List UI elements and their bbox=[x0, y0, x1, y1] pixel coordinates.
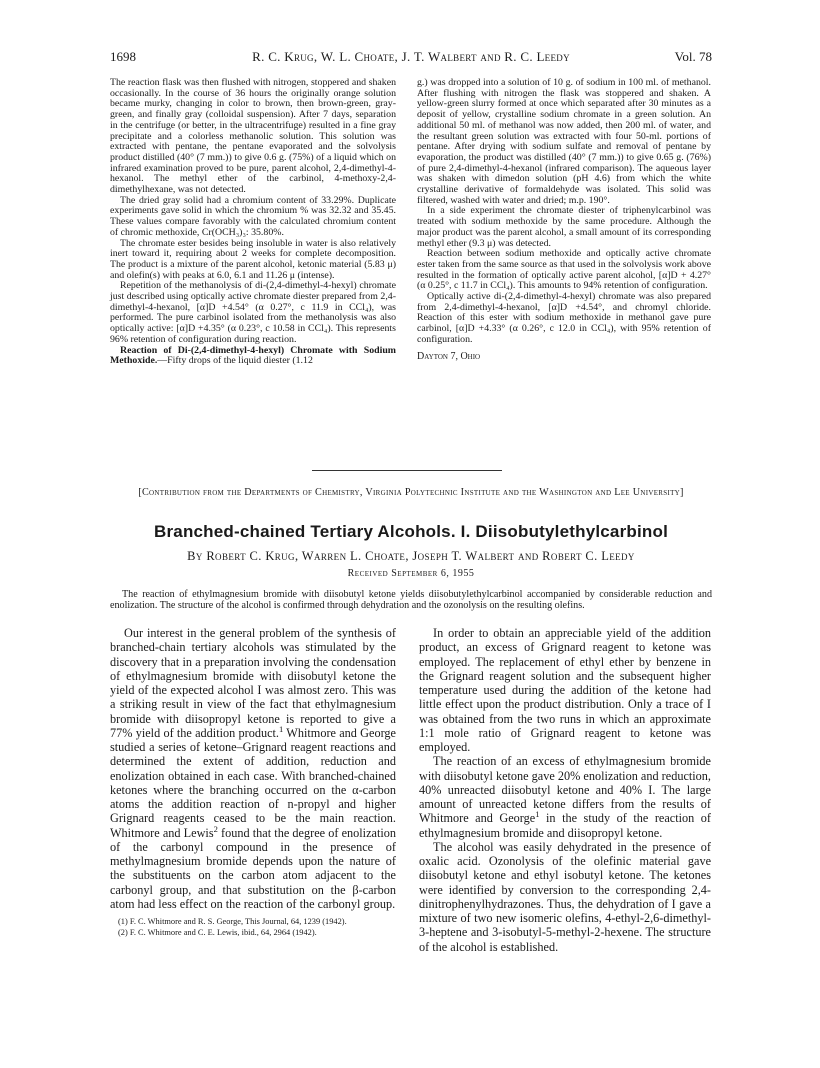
runin-text: —Fifty drops of the liquid diester (1.12 bbox=[157, 355, 313, 367]
article-title: Branched-chained Tertiary Alcohols. I. Diisobutylethylcarbinol bbox=[154, 522, 668, 541]
runin-heading: Reaction of Di-(2,4-dimethyl-4-hexyl) Chromate with Sodium Methoxide. bbox=[110, 344, 396, 367]
volume-label: Vol. 78 bbox=[674, 49, 712, 64]
prev-paragraph-runin bbox=[110, 346, 396, 367]
footnotes bbox=[110, 917, 396, 938]
prev-paragraph: In a side experiment the chromate diester of triphenylcarbinol was treated with sodium methoxide by the same procedure. Although the major product was the parent alcohol, a small amount of its corresponding methyl ether (9.3 μ) was detected. bbox=[417, 205, 711, 249]
footnote: (2) F. C. Whitmore and C. E. Lewis, ibid., 64, 2964 (1942). bbox=[118, 927, 317, 937]
received-date: Received September 6, 1955 bbox=[347, 568, 475, 579]
page-number: 1698 bbox=[110, 49, 136, 64]
abstract: The reaction of ethylmagnesium bromide with diisobutyl ketone yields diisobutylethylcarbinol accompanied by considerable reduction and enolization. The structure of the alcohol is confirmed through dehydration and the ozonolysis on the resulting olefins. bbox=[110, 589, 712, 612]
body-right-column bbox=[419, 626, 711, 954]
contribution-note: [Contribution from the Departments of Chemistry, Virginia Polytechnic Institute and the Washington and Lee University] bbox=[138, 487, 684, 498]
prev-paragraph: g.) was dropped into a solution of 10 g. of sodium in 100 ml. of methanol. After flushing with nitrogen the flask was stoppered and shaken. A yellow-green slurry formed at once which separated after 30 minutes as a deposit of yellow, crystalline sodium chromate in a green solution. An additional 50 ml. of methanol was now added, then 200 ml. of water, and the resultant green solution was extracted with four 50-ml. portions of pentane. After drying with sodium sulfate and removal of pentane by evaporation, the product was distilled (40° (7 mm.)) to give 0.65 g. (76%) of pure 2,4-dimethyl-4-hexanol (infrared comparison). The aqueous layer was shaken with dimedon solution (pH 4.6) from which the white crystalline derivative of formaldehyde was isolated. This solid was filtered, washed with water and dried; m.p. 190°. bbox=[417, 77, 711, 206]
footnote-ref[interactable]: 1 bbox=[279, 723, 284, 734]
prev-paragraph: Optically active di-(2,4-dimethyl-4-hexyl) chromate was also prepared from 2,4-dimethyl-4-hexanol, [α]D +4.54°, and chromyl chloride. Reaction of this ester with sodium methoxide in methanol gave pure carbinol, [α]D +4.33° (α 0.26°, c 12.0 in CCl₄), with 95% retention of configuration. bbox=[417, 291, 711, 345]
body-left-column bbox=[110, 626, 396, 938]
footnote-ref[interactable]: 2 bbox=[213, 823, 218, 834]
author-byline: By Robert C. Krug, Warren L. Choate, Joseph T. Walbert and Robert C. Leedy bbox=[187, 549, 635, 563]
prev-paragraph: The reaction flask was then flushed with nitrogen, stoppered and shaken occasionally. In the course of 36 hours the originally orange solution became murky, changing in color to brown, then brown-green, gray-green, and finally gray (colloidal suspension). After 7 days, separation in the centrifuge (or better, in the ultracentrifuge) resulted in a fine gray precipitate and a colorless methanolic solution. This solution was extracted with pentane, the pentane evaporated and the solvolysis product distilled (40° (7 mm.)) to give 0.6 g. (75%) of a liquid which on infrared examination proved to be pure, parent alcohol, 2,4-dimethyl-4-hexanol. The methyl ether of the carbinol, 4-methoxy-2,4-dimethylhexane, was not detected. bbox=[110, 77, 396, 196]
footnote-ref[interactable]: 1 bbox=[535, 809, 540, 820]
body-paragraph: The alcohol was easily dehydrated in the presence of oxalic acid. Ozonolysis of the olefinic material gave diisobutyl ketone and ethyl isobutyl ketone. The ketones were identified by conversion to the corresponding 2,4-dinitrophenylhydrazones. Thus, the dehydration of I gave a mixture of two new isomeric olefins, 4-ethyl-2,6-dimethyl-3-heptene and 3-isobutyl-5-methyl-2-hexene. The structure of the alcohol is established. bbox=[419, 839, 711, 954]
body-text: Whitmore and George studied a series of ketone–Grignard reagent reactions and determined the extent of addition, reduction and enolization obtained in each case. With branched-chained ketones where the branching occurred on the α-carbon atoms the addition reaction of n-propyl and higher Grignard reagents ceased to be the main reaction. Whitmore and Lewis bbox=[110, 725, 396, 840]
prev-paragraph: The dried gray solid had a chromium content of 33.29%. Duplicate experiments gave solid in which the chromium % was 32.32 and 35.45. These values compare favorably with the calculated chromium content of chromic methoxide, Cr(OCH₃)₃: 35.80%. bbox=[110, 194, 396, 238]
body-paragraph bbox=[110, 626, 396, 911]
prev-paragraph: Repetition of the methanolysis of di-(2,4-dimethyl-4-hexyl) chromate just described using optically active chromate diester prepared from 2,4-dimethyl-4-hexanol, [α]D +4.54° (α 0.27°, c 11.9 in CCl₄), was performed. The pure carbinol isolated from the methanolysis was also optically active: [α]D +4.35° (α 0.23°, c 10.58 in CCl₄). This represents 96% retention of configuration during reaction. bbox=[110, 280, 396, 345]
body-paragraph bbox=[419, 754, 711, 840]
prev-paragraph: The chromate ester besides being insoluble in water is also relatively inert toward it, requiring about 2 weeks for complete decomposition. The product is a mixture of the parent alcohol, ketonic material (5.83 μ) and olefin(s) with peaks at 6.0, 6.1 and 11.26 μ (intense). bbox=[110, 237, 396, 281]
running-head bbox=[110, 49, 712, 67]
body-text: in the study of the reaction of ethylmagnesium bromide and diisopropyl ketone. bbox=[419, 811, 711, 840]
body-paragraph: In order to obtain an appreciable yield of the addition product, an excess of Grignard reagent to ketone was employed. The replacement of ethyl ether by benzene in the Grignard reagent solution and the subsequent higher temperature used during the addition of the ketone had little effect upon the product distribution. Only a trace of I was obtained from the two runs in which an approximate 1:1 mole ratio of Grignard reagent to ketone was employed. bbox=[419, 626, 711, 754]
prev-paragraph: Reaction between sodium methoxide and optically active chromate ester taken from the same source as that used in the solvolysis work above resulted in the formation of optically active parent alcohol, [α]D + 4.27° (α 0.25°, c 11.7 in CCl₄). This amounts to 94% retention of configuration. bbox=[417, 248, 711, 292]
section-divider bbox=[312, 470, 502, 471]
previous-article-left-column bbox=[110, 78, 396, 367]
running-head-authors: R. C. Krug, W. L. Choate, J. T. Walbert and R. C. Leedy bbox=[252, 49, 570, 64]
body-text: found that the degree of enolization of the carbonyl compound in the presence of methylmagnesium bromide depends upon the nature of the substituents on the carbon atom adjacent to the carbonyl group, and that substitution on the β-carbon atom had less effect on the reaction of the carbonyl group. bbox=[110, 825, 397, 911]
body-text: Our interest in the general problem of the synthesis of branched-chain tertiary alcohols was stimulated by the discovery that in a preparation involving the condensation of ethylmagnesium bromide with diisobutyl ketone the yield of the expected alcohol I was almost zero. This was a striking result in view of the fact that ethylmagnesium bromide with diisopropyl ketone is reported to give a 77% yield of the addition product. bbox=[110, 626, 396, 740]
body-text: The reaction of an excess of ethylmagnesium bromide with diisobutyl ketone gave 20% enolization and reduction, 40% unreacted diisobutyl ketone and 40% I. The large amount of unreacted ketone differs from the results of Whitmore and George bbox=[419, 754, 711, 826]
footnote: (1) F. C. Whitmore and R. S. George, This Journal, 64, 1239 (1942). bbox=[118, 917, 347, 926]
dateline: Dayton 7, Ohio bbox=[417, 350, 481, 362]
previous-article-right-column bbox=[417, 78, 711, 362]
